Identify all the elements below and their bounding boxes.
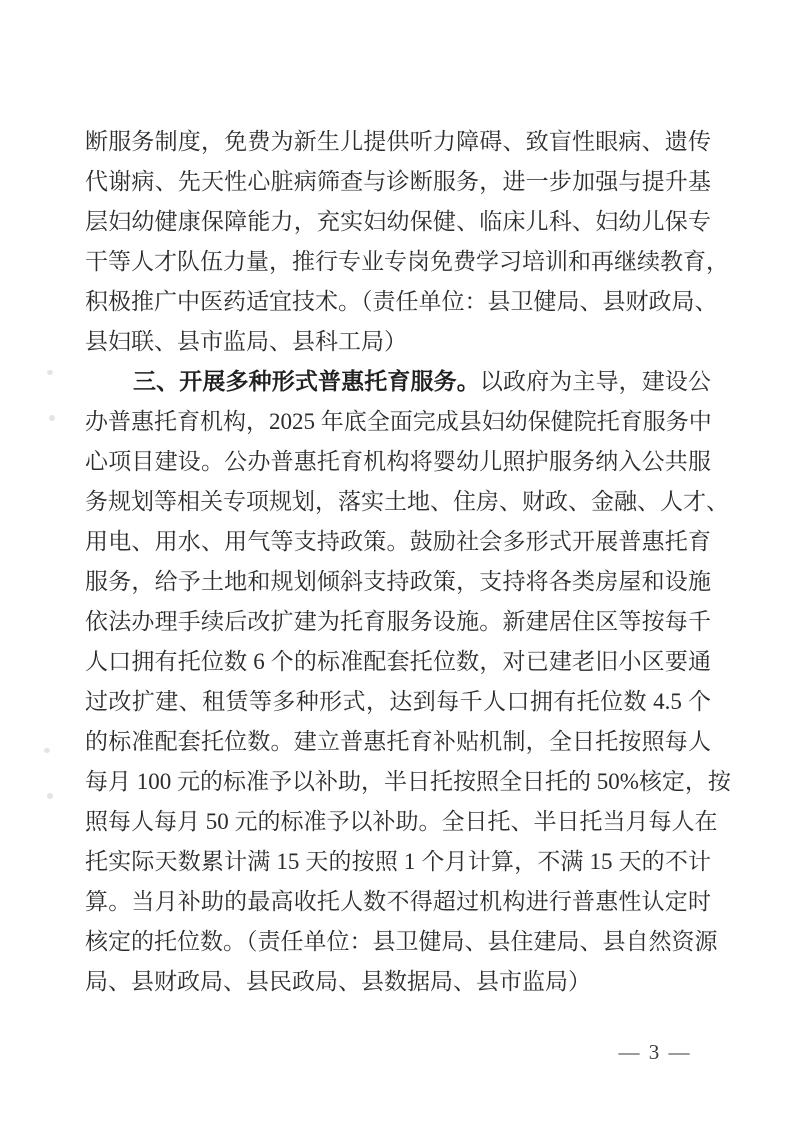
page-number: — 3 — [618, 1040, 692, 1064]
text-line [85, 362, 711, 402]
heading-text: 三、开展多种形式普惠托育服务。 [133, 369, 480, 394]
body-text: 代谢病、先天性心脏病筛查与诊断服务，进一步加强与提升基 [85, 169, 711, 194]
text-line [85, 562, 711, 602]
body-text: 核定的托位数。（责任单位：县卫健局、县住建局、县自然资源 [85, 929, 718, 954]
body-text: 托实际天数累计满 15 天的按照 1 个月计算，不满 15 天的不计 [85, 849, 711, 874]
text-line [85, 962, 711, 1002]
body-text: 办普惠托育机构，2025 年底全面完成县妇幼保健院托育服务中 [85, 409, 712, 434]
text-line [85, 762, 731, 802]
body-text: 心项目建设。公办普惠托育机构将婴幼儿照护服务纳入公共服 [85, 449, 711, 474]
text-line [85, 722, 711, 762]
text-line [85, 842, 711, 882]
scan-artifact-dot [47, 793, 53, 799]
document-body [85, 122, 731, 1002]
text-line [85, 322, 711, 362]
text-line [85, 642, 711, 682]
body-text: 务规划等相关专项规划，落实土地、住房、财政、金融、人才、 [85, 489, 729, 514]
body-text: 断服务制度，免费为新生儿提供听力障碍、致盲性眼病、遗传 [85, 129, 711, 154]
body-text: 用电、用水、用气等支持政策。鼓励社会多形式开展普惠托育 [85, 529, 711, 554]
text-line [85, 162, 711, 202]
body-text: 积极推广中医药适宜技术。（责任单位：县卫健局、县财政局、 [85, 289, 718, 314]
body-text: 层妇幼健康保障能力，充实妇幼保健、临床儿科、妇幼儿保专 [85, 209, 711, 234]
body-text: 照每人每月 50 元的标准予以补助。全日托、半日托当月每人在 [85, 809, 718, 834]
text-line [85, 522, 711, 562]
text-line [85, 282, 718, 322]
body-text: 依法办理手续后改扩建为托育服务设施。新建居住区等按每千 [85, 609, 711, 634]
scan-artifact-dot [49, 415, 55, 421]
text-line [85, 802, 718, 842]
body-text: 的标准配套托位数。建立普惠托育补贴机制，全日托按照每人 [85, 729, 711, 754]
text-line [85, 482, 729, 522]
text-line [85, 602, 711, 642]
body-text: 算。当月补助的最高收托人数不得超过机构进行普惠性认定时 [85, 889, 711, 914]
scan-artifact-dot [47, 370, 53, 375]
text-line [85, 122, 711, 162]
body-text: 过改扩建、租赁等多种形式，达到每千人口拥有托位数 4.5 个 [85, 689, 711, 714]
text-line [85, 402, 711, 442]
text-line [85, 202, 711, 242]
body-text: 每月 100 元的标准予以补助，半日托按照全日托的 50%核定，按 [85, 769, 731, 794]
text-line [85, 442, 711, 482]
text-line [85, 242, 729, 282]
body-text: 人口拥有托位数 6 个的标准配套托位数，对已建老旧小区要通 [85, 649, 711, 674]
scan-artifact-dot [44, 748, 50, 753]
body-text: 县妇联、县市监局、县科工局） [85, 329, 407, 354]
body-text: 局、县财政局、县民政局、县数据局、县市监局） [85, 969, 591, 994]
text-line [85, 922, 718, 962]
text-line [85, 882, 711, 922]
body-text: 服务，给予土地和规划倾斜支持政策，支持将各类房屋和设施 [85, 569, 711, 594]
body-text: 干等人才队伍力量，推行专业专岗免费学习培训和再继续教育， [85, 249, 729, 274]
text-line [85, 682, 711, 722]
body-text: 以政府为主导，建设公 [479, 369, 711, 394]
